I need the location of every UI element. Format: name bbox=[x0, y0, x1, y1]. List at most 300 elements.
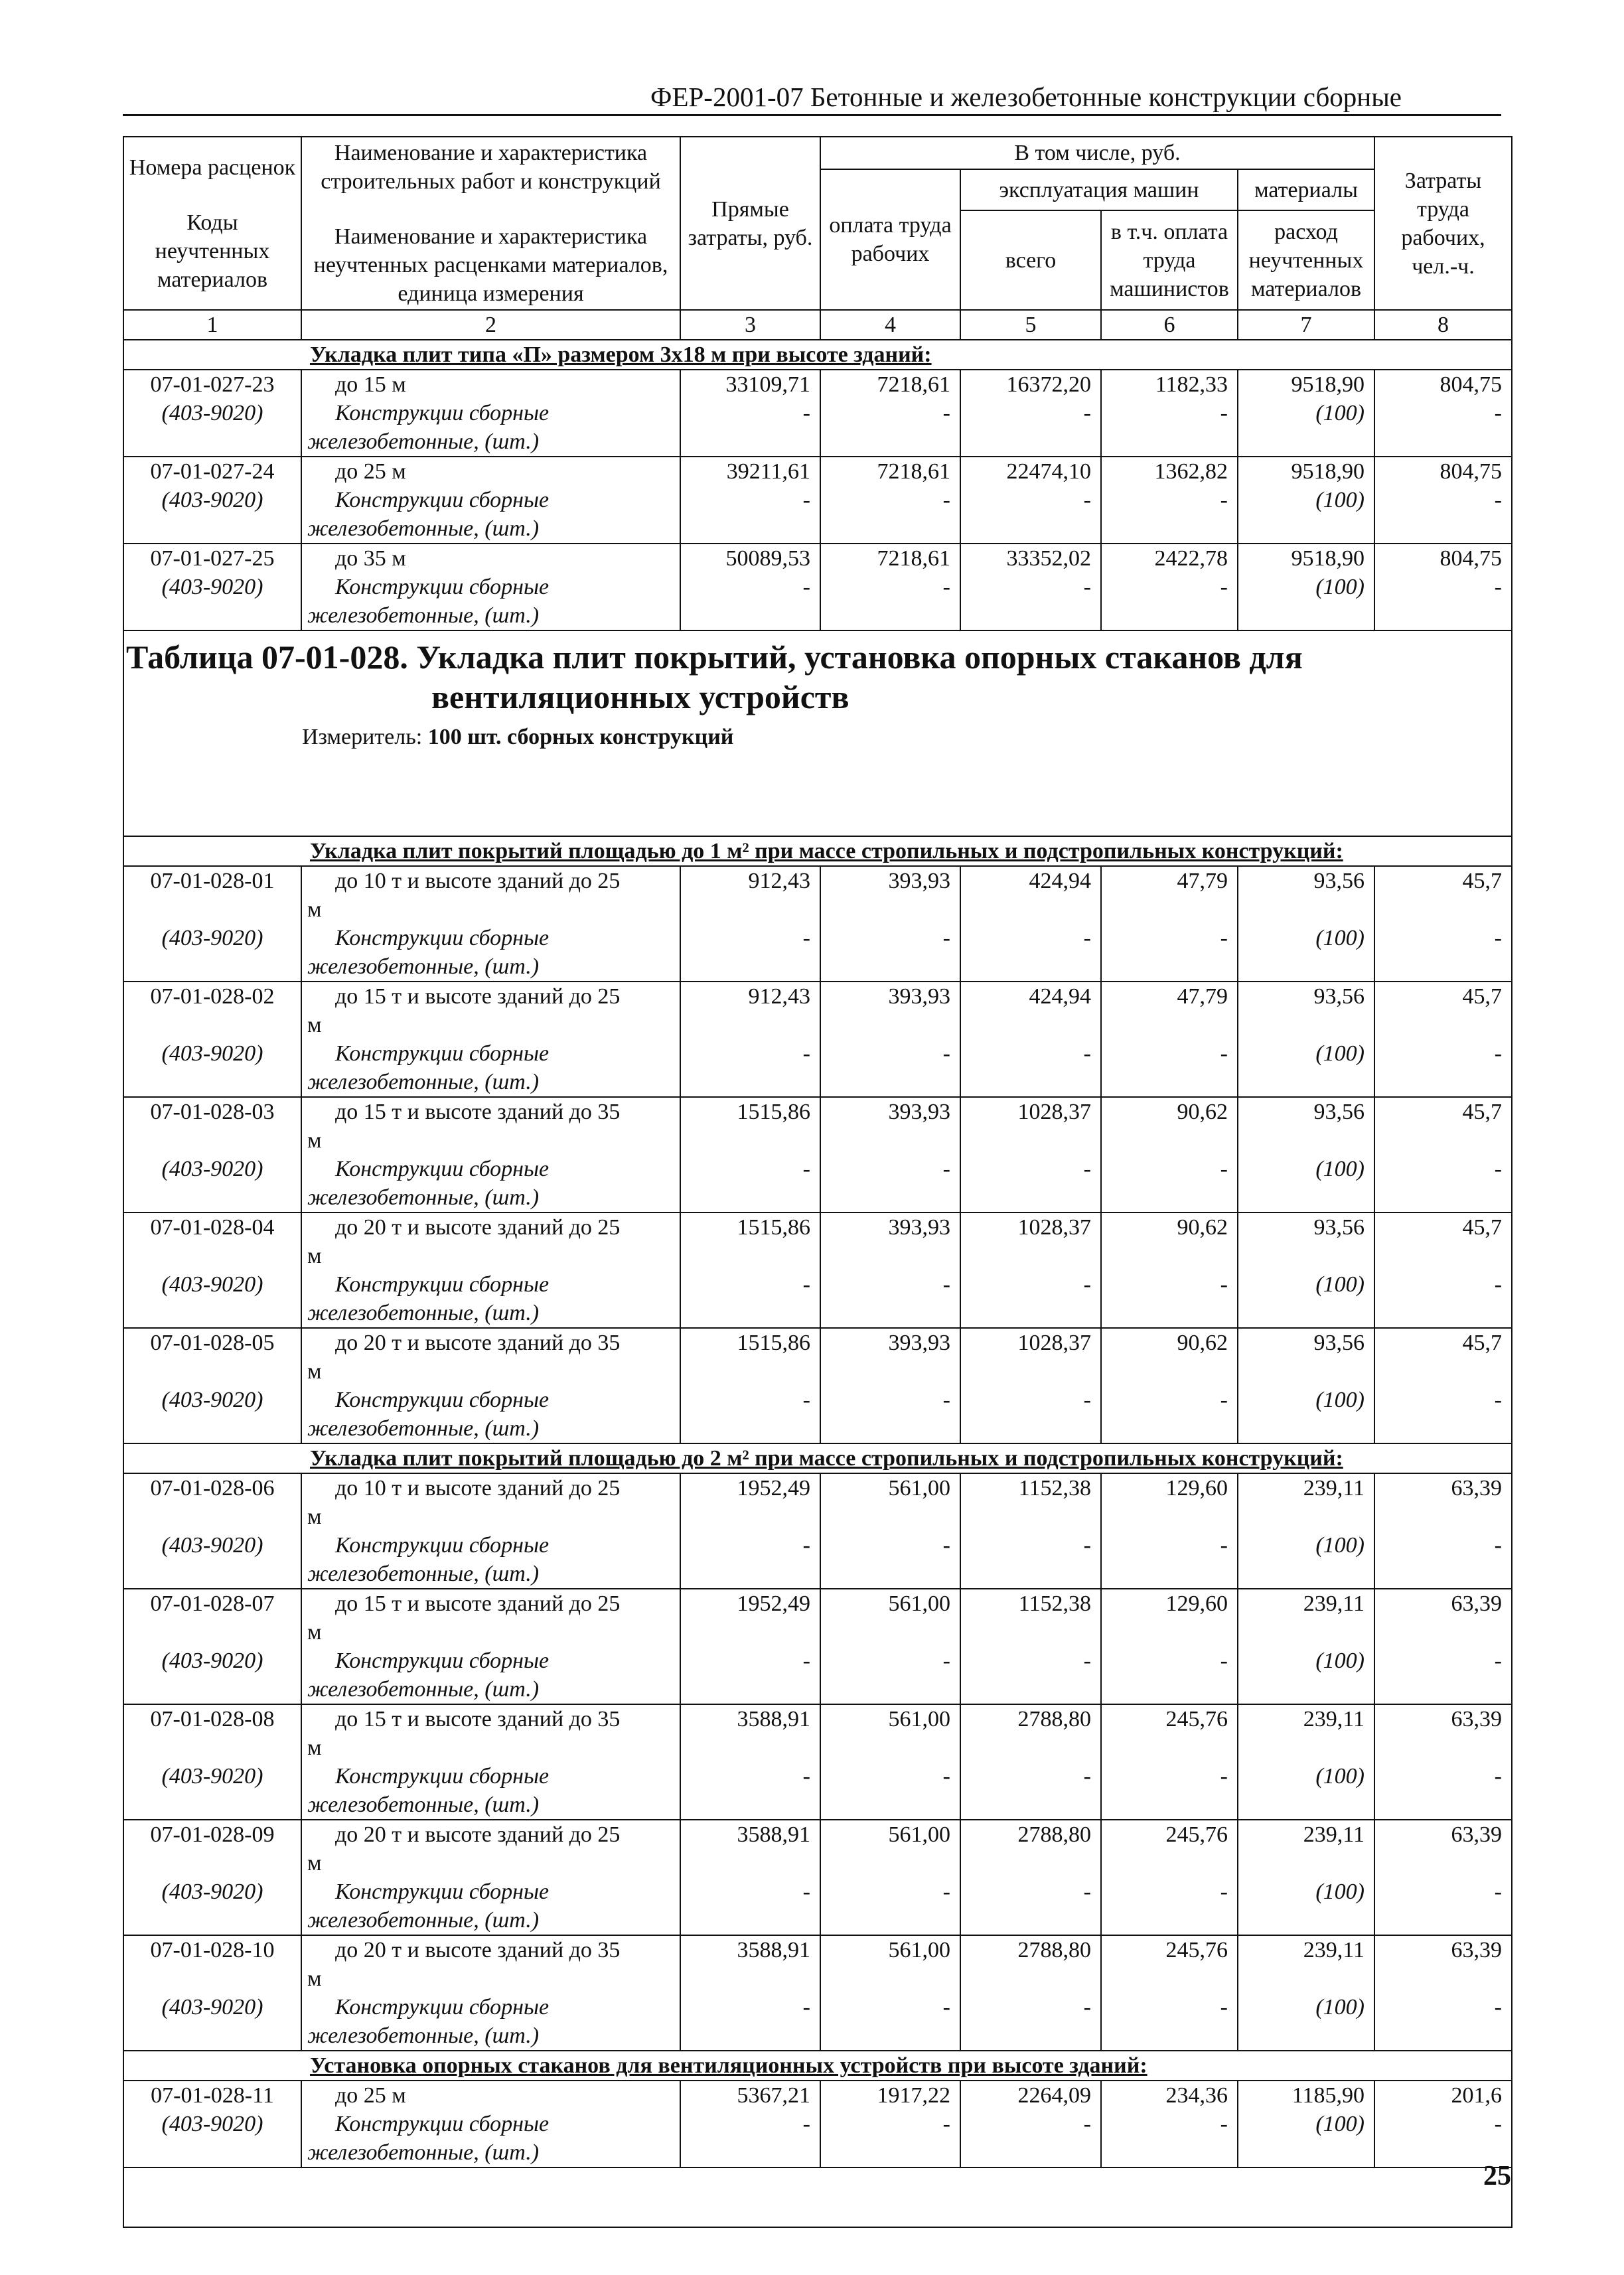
value-pay: 561,00 bbox=[888, 1591, 950, 1616]
dash: - bbox=[1083, 1649, 1091, 1673]
col-including: В том числе, руб. bbox=[820, 137, 1374, 169]
rate-code: 07-01-028-08 bbox=[150, 1707, 275, 1731]
rate-row bbox=[123, 1328, 1512, 1443]
col-labor-pay: оплата труда рабочих bbox=[820, 169, 960, 310]
dash: - bbox=[1494, 1272, 1502, 1297]
col-machines-total: всего bbox=[960, 210, 1101, 310]
value-direct: 1515,86 bbox=[737, 1215, 810, 1240]
name-continuation: м bbox=[307, 1359, 322, 1384]
dash: - bbox=[1220, 1272, 1228, 1297]
dash: - bbox=[1083, 1995, 1091, 2019]
material-quantity: (100) bbox=[1315, 1533, 1365, 1558]
dash: - bbox=[942, 1995, 950, 2019]
work-name: до 20 т и высоте зданий до 35 bbox=[335, 1938, 621, 1962]
value-mach: 16372,20 bbox=[1006, 372, 1091, 397]
value-pay: 393,93 bbox=[888, 1331, 950, 1355]
value-materials: 239,11 bbox=[1303, 1938, 1365, 1962]
dash: - bbox=[942, 1388, 950, 1412]
value-materials: 1185,90 bbox=[1292, 2083, 1365, 2108]
dash: - bbox=[1220, 1157, 1228, 1181]
value-direct: 33109,71 bbox=[725, 372, 810, 397]
work-name: до 20 т и высоте зданий до 35 bbox=[335, 1331, 621, 1355]
dash: - bbox=[1494, 401, 1502, 425]
dash: - bbox=[802, 1388, 810, 1412]
material-name-cont: железобетонные, (шт.) bbox=[307, 2023, 540, 2048]
col-work-name: Наименование и характеристика строительных работ и конструкций bbox=[321, 141, 661, 194]
dash: - bbox=[1083, 488, 1091, 512]
material-code: (403-9020) bbox=[161, 1995, 263, 2019]
dash: - bbox=[942, 1649, 950, 1673]
dash: - bbox=[802, 1041, 810, 1066]
value-labor: 63,39 bbox=[1451, 1822, 1502, 1847]
rate-row bbox=[123, 1820, 1512, 1935]
material-quantity: (100) bbox=[1315, 1157, 1365, 1181]
dash: - bbox=[1494, 1157, 1502, 1181]
material-code: (403-9020) bbox=[161, 401, 263, 425]
rate-code: 07-01-028-03 bbox=[150, 1100, 275, 1124]
dash: - bbox=[1220, 401, 1228, 425]
dash: - bbox=[802, 1157, 810, 1181]
dash: - bbox=[942, 1157, 950, 1181]
dash: - bbox=[802, 1649, 810, 1673]
material-quantity: (100) bbox=[1315, 1272, 1365, 1297]
dash: - bbox=[802, 1272, 810, 1297]
value-machinists: 245,76 bbox=[1165, 1938, 1228, 1962]
material-name-cont: железобетонные, (шт.) bbox=[307, 1416, 540, 1441]
material-code: (403-9020) bbox=[161, 1764, 263, 1789]
section-row bbox=[123, 1443, 1512, 1473]
rates-table bbox=[123, 136, 1513, 2228]
dash: - bbox=[1220, 1649, 1228, 1673]
dash: - bbox=[1220, 1995, 1228, 2019]
material-quantity: (100) bbox=[1315, 1879, 1365, 1904]
name-continuation: м bbox=[307, 1504, 322, 1529]
name-continuation: м bbox=[307, 1851, 322, 1875]
rate-code: 07-01-028-10 bbox=[150, 1938, 275, 1962]
value-materials: 9518,90 bbox=[1291, 546, 1365, 571]
section-row bbox=[123, 340, 1512, 370]
col-labor: Затраты труда рабочих, чел.-ч. bbox=[1374, 137, 1512, 310]
value-machinists: 129,60 bbox=[1165, 1591, 1228, 1616]
rate-code: 07-01-027-25 bbox=[150, 546, 275, 571]
material-quantity: (100) bbox=[1315, 575, 1365, 599]
material-name-cont: железобетонные, (шт.) bbox=[307, 1070, 540, 1094]
value-materials: 93,56 bbox=[1313, 984, 1365, 1009]
rate-code: 07-01-028-04 bbox=[150, 1215, 275, 1240]
value-pay: 561,00 bbox=[888, 1707, 950, 1731]
dash: - bbox=[802, 2112, 810, 2136]
value-labor: 45,7 bbox=[1462, 869, 1502, 893]
value-mach: 1028,37 bbox=[1017, 1215, 1091, 1240]
column-number: 6 bbox=[1101, 310, 1238, 340]
name-continuation: м bbox=[307, 1244, 322, 1268]
value-labor: 63,39 bbox=[1451, 1938, 1502, 1962]
rate-row bbox=[123, 544, 1512, 630]
value-labor: 201,6 bbox=[1451, 2083, 1502, 2108]
material-name: Конструкции сборные bbox=[335, 1041, 550, 1066]
material-code: (403-9020) bbox=[161, 488, 263, 512]
material-quantity: (100) bbox=[1315, 2112, 1365, 2136]
work-name: до 15 т и высоте зданий до 25 bbox=[335, 1591, 621, 1616]
material-quantity: (100) bbox=[1315, 1995, 1365, 2019]
value-direct: 1515,86 bbox=[737, 1331, 810, 1355]
dash: - bbox=[802, 401, 810, 425]
value-direct: 1952,49 bbox=[737, 1476, 810, 1501]
material-name-cont: железобетонные, (шт.) bbox=[307, 1185, 540, 1210]
material-name-cont: железобетонные, (шт.) bbox=[307, 1793, 540, 1817]
value-materials: 93,56 bbox=[1313, 1331, 1365, 1355]
name-continuation: м bbox=[307, 1966, 322, 1991]
rate-row bbox=[123, 866, 1512, 982]
work-name: до 20 т и высоте зданий до 25 bbox=[335, 1215, 621, 1240]
value-machinists: 129,60 bbox=[1165, 1476, 1228, 1501]
value-mach: 424,94 bbox=[1029, 869, 1091, 893]
value-materials: 9518,90 bbox=[1291, 459, 1365, 484]
dash: - bbox=[1083, 575, 1091, 599]
column-number: 1 bbox=[123, 310, 301, 340]
dash: - bbox=[942, 2112, 950, 2136]
material-code: (403-9020) bbox=[161, 2112, 263, 2136]
material-name: Конструкции сборные bbox=[335, 401, 550, 425]
value-direct: 912,43 bbox=[748, 869, 810, 893]
value-direct: 3588,91 bbox=[737, 1707, 810, 1731]
value-machinists: 47,79 bbox=[1177, 869, 1228, 893]
material-quantity: (100) bbox=[1315, 1649, 1365, 1673]
work-name: до 15 м bbox=[335, 372, 406, 397]
value-direct: 3588,91 bbox=[737, 1938, 810, 1962]
rate-code: 07-01-028-11 bbox=[151, 2083, 274, 2108]
value-labor: 804,75 bbox=[1439, 372, 1502, 397]
table-title-line1: Таблица 07-01-028. Укладка плит покрытий, установка опорных стаканов для bbox=[126, 638, 1303, 676]
col-machines: эксплуатация машин bbox=[960, 169, 1238, 210]
material-name-cont: железобетонные, (шт.) bbox=[307, 429, 540, 454]
value-materials: 93,56 bbox=[1313, 869, 1365, 893]
dash: - bbox=[1220, 1764, 1228, 1789]
value-materials: 239,11 bbox=[1303, 1591, 1365, 1616]
table-title-line2: вентиляционных устройств bbox=[431, 678, 849, 715]
value-materials: 9518,90 bbox=[1291, 372, 1365, 397]
page-header bbox=[123, 74, 1501, 116]
dash: - bbox=[1083, 401, 1091, 425]
material-code: (403-9020) bbox=[161, 1388, 263, 1412]
material-name: Конструкции сборные bbox=[335, 1388, 550, 1412]
measure-value: 100 шт. сборных конструкций bbox=[427, 725, 734, 749]
section-heading: Укладка плит покрытий площадью до 1 м² при массе стропильных и подстропильных конструкций: bbox=[310, 839, 1343, 863]
rate-row bbox=[123, 1935, 1512, 2051]
dash: - bbox=[1083, 1388, 1091, 1412]
value-machinists: 234,36 bbox=[1165, 2083, 1228, 2108]
work-name: до 20 т и высоте зданий до 25 bbox=[335, 1822, 621, 1847]
value-labor: 45,7 bbox=[1462, 1215, 1502, 1240]
col-direct: Прямые затраты, руб. bbox=[680, 137, 820, 310]
value-mach: 424,94 bbox=[1029, 984, 1091, 1009]
material-name: Конструкции сборные bbox=[335, 1764, 550, 1789]
column-number: 8 bbox=[1374, 310, 1512, 340]
material-quantity: (100) bbox=[1315, 401, 1365, 425]
dash: - bbox=[1494, 1533, 1502, 1558]
value-labor: 63,39 bbox=[1451, 1476, 1502, 1501]
section-row bbox=[123, 2051, 1512, 2081]
measure-unit bbox=[302, 725, 733, 750]
dash: - bbox=[802, 488, 810, 512]
dash: - bbox=[1494, 926, 1502, 950]
dash: - bbox=[1083, 1157, 1091, 1181]
name-continuation: м bbox=[307, 897, 322, 922]
col-material-name: Наименование и характеристика неучтенных расценками материалов, единица измерения bbox=[313, 224, 668, 306]
value-mach: 1152,38 bbox=[1018, 1591, 1091, 1616]
value-materials: 239,11 bbox=[1303, 1476, 1365, 1501]
dash: - bbox=[1494, 1879, 1502, 1904]
value-pay: 7218,61 bbox=[877, 459, 950, 484]
dash: - bbox=[1494, 1649, 1502, 1673]
work-name: до 15 т и высоте зданий до 25 bbox=[335, 984, 621, 1009]
work-name: до 15 т и высоте зданий до 35 bbox=[335, 1100, 621, 1124]
material-name-cont: железобетонные, (шт.) bbox=[307, 603, 540, 628]
dash: - bbox=[1220, 2112, 1228, 2136]
name-continuation: м bbox=[307, 1013, 322, 1037]
work-name: до 35 м bbox=[335, 546, 406, 571]
table-title bbox=[126, 637, 1507, 717]
rate-code: 07-01-027-24 bbox=[150, 459, 275, 484]
section-heading: Установка опорных стаканов для вентиляционных устройств при высоте зданий: bbox=[310, 2053, 1147, 2078]
dash: - bbox=[802, 1995, 810, 2019]
material-quantity: (100) bbox=[1315, 1041, 1365, 1066]
value-mach: 1028,37 bbox=[1017, 1100, 1091, 1124]
rate-code: 07-01-028-05 bbox=[150, 1331, 275, 1355]
value-mach: 1028,37 bbox=[1017, 1331, 1091, 1355]
value-machinists: 1362,82 bbox=[1154, 459, 1228, 484]
material-name-cont: железобетонные, (шт.) bbox=[307, 516, 540, 541]
document-title: ФЕР-2001-07 Бетонные и железобетонные конструкции сборные bbox=[650, 82, 1402, 112]
material-quantity: (100) bbox=[1315, 1388, 1365, 1412]
value-materials: 239,11 bbox=[1303, 1822, 1365, 1847]
value-direct: 1952,49 bbox=[737, 1591, 810, 1616]
work-name: до 10 т и высоте зданий до 25 bbox=[335, 1476, 621, 1501]
page-number: 25 bbox=[1483, 2161, 1511, 2191]
value-direct: 5367,21 bbox=[737, 2083, 810, 2108]
material-name-cont: железобетонные, (шт.) bbox=[307, 1677, 540, 1702]
value-labor: 804,75 bbox=[1439, 459, 1502, 484]
name-continuation: м bbox=[307, 1128, 322, 1153]
value-pay: 7218,61 bbox=[877, 546, 950, 571]
material-quantity: (100) bbox=[1315, 488, 1365, 512]
material-code: (403-9020) bbox=[161, 575, 263, 599]
dash: - bbox=[1083, 1764, 1091, 1789]
value-labor: 45,7 bbox=[1462, 984, 1502, 1009]
value-machinists: 90,62 bbox=[1177, 1215, 1228, 1240]
dash: - bbox=[1220, 488, 1228, 512]
table-bottom bbox=[123, 2167, 1512, 2227]
dash: - bbox=[1083, 1879, 1091, 1904]
value-mach: 2264,09 bbox=[1017, 2083, 1091, 2108]
rate-code: 07-01-028-06 bbox=[150, 1476, 275, 1501]
value-mach: 2788,80 bbox=[1017, 1938, 1091, 1962]
name-continuation: м bbox=[307, 1620, 322, 1645]
value-machinists: 1182,33 bbox=[1155, 372, 1228, 397]
material-name: Конструкции сборные bbox=[335, 488, 550, 512]
section-heading: Укладка плит типа «П» размером 3х18 м при высоте зданий: bbox=[310, 342, 932, 367]
col-unaccounted: расход неучтенных материалов bbox=[1238, 210, 1374, 310]
value-mach: 22474,10 bbox=[1006, 459, 1091, 484]
dash: - bbox=[942, 1879, 950, 1904]
col-machinists: в т.ч. оплата труда машинистов bbox=[1101, 210, 1238, 310]
value-pay: 393,93 bbox=[888, 1100, 950, 1124]
dash: - bbox=[1220, 1533, 1228, 1558]
column-number: 7 bbox=[1238, 310, 1374, 340]
rate-row bbox=[123, 1473, 1512, 1589]
dash: - bbox=[942, 401, 950, 425]
material-name: Конструкции сборные bbox=[335, 1157, 550, 1181]
dash: - bbox=[942, 1041, 950, 1066]
value-pay: 393,93 bbox=[888, 1215, 950, 1240]
material-code: (403-9020) bbox=[161, 1533, 263, 1558]
column-number: 5 bbox=[960, 310, 1101, 340]
rate-code: 07-01-028-02 bbox=[150, 984, 275, 1009]
dash: - bbox=[942, 1533, 950, 1558]
value-machinists: 245,76 bbox=[1165, 1822, 1228, 1847]
rate-row bbox=[123, 982, 1512, 1097]
dash: - bbox=[1220, 1879, 1228, 1904]
value-materials: 93,56 bbox=[1313, 1215, 1365, 1240]
value-mach: 2788,80 bbox=[1017, 1822, 1091, 1847]
value-mach: 33352,02 bbox=[1006, 546, 1091, 571]
value-pay: 393,93 bbox=[888, 869, 950, 893]
material-code: (403-9020) bbox=[161, 1157, 263, 1181]
material-name: Конструкции сборные bbox=[335, 1272, 550, 1297]
dash: - bbox=[1494, 1995, 1502, 2019]
rate-row bbox=[123, 1589, 1512, 1704]
dash: - bbox=[1220, 1041, 1228, 1066]
value-labor: 804,75 bbox=[1439, 546, 1502, 571]
value-mach: 1152,38 bbox=[1018, 1476, 1091, 1501]
dash: - bbox=[942, 1272, 950, 1297]
dash: - bbox=[1494, 488, 1502, 512]
col-rate-number: Номера расценок bbox=[129, 155, 296, 180]
value-pay: 7218,61 bbox=[877, 372, 950, 397]
value-machinists: 90,62 bbox=[1177, 1331, 1228, 1355]
value-machinists: 245,76 bbox=[1165, 1707, 1228, 1731]
rate-row bbox=[123, 2081, 1512, 2167]
dash: - bbox=[942, 926, 950, 950]
rate-code: 07-01-028-09 bbox=[150, 1822, 275, 1847]
rate-row bbox=[123, 457, 1512, 544]
material-quantity: (100) bbox=[1315, 1764, 1365, 1789]
work-name: до 10 т и высоте зданий до 25 bbox=[335, 869, 621, 893]
value-pay: 561,00 bbox=[888, 1938, 950, 1962]
material-name: Конструкции сборные bbox=[335, 926, 550, 950]
value-machinists: 90,62 bbox=[1177, 1100, 1228, 1124]
material-name: Конструкции сборные bbox=[335, 1995, 550, 2019]
value-machinists: 2422,78 bbox=[1154, 546, 1228, 571]
section-heading: Укладка плит покрытий площадью до 2 м² при массе стропильных и подстропильных конструкций: bbox=[310, 1446, 1343, 1471]
value-labor: 45,7 bbox=[1462, 1100, 1502, 1124]
material-name-cont: железобетонные, (шт.) bbox=[307, 1908, 540, 1933]
material-name: Конструкции сборные bbox=[335, 1879, 550, 1904]
material-code: (403-9020) bbox=[161, 1272, 263, 1297]
value-direct: 3588,91 bbox=[737, 1822, 810, 1847]
dash: - bbox=[1220, 1388, 1228, 1412]
col-materials: материалы bbox=[1238, 169, 1374, 210]
dash: - bbox=[1083, 1041, 1091, 1066]
value-direct: 39211,61 bbox=[726, 459, 810, 484]
material-name-cont: железобетонные, (шт.) bbox=[307, 954, 540, 979]
column-numbers-row bbox=[123, 310, 1512, 340]
value-materials: 239,11 bbox=[1303, 1707, 1365, 1731]
dash: - bbox=[942, 575, 950, 599]
dash: - bbox=[942, 488, 950, 512]
material-code: (403-9020) bbox=[161, 1041, 263, 1066]
material-name: Конструкции сборные bbox=[335, 575, 550, 599]
rate-row bbox=[123, 1212, 1512, 1328]
value-labor: 63,39 bbox=[1451, 1707, 1502, 1731]
dash: - bbox=[1494, 1388, 1502, 1412]
rate-row bbox=[123, 1097, 1512, 1212]
value-materials: 93,56 bbox=[1313, 1100, 1365, 1124]
dash: - bbox=[1494, 2112, 1502, 2136]
material-name: Конструкции сборные bbox=[335, 2112, 550, 2136]
section-row bbox=[123, 836, 1512, 866]
material-name-cont: железобетонные, (шт.) bbox=[307, 2140, 540, 2165]
value-direct: 1515,86 bbox=[737, 1100, 810, 1124]
material-quantity: (100) bbox=[1315, 926, 1365, 950]
rate-code: 07-01-028-01 bbox=[150, 869, 275, 893]
value-direct: 50089,53 bbox=[725, 546, 810, 571]
rate-code: 07-01-027-23 bbox=[150, 372, 275, 397]
work-name: до 25 м bbox=[335, 459, 406, 484]
dash: - bbox=[942, 1764, 950, 1789]
material-name-cont: железобетонные, (шт.) bbox=[307, 1301, 540, 1325]
dash: - bbox=[1494, 1041, 1502, 1066]
dash: - bbox=[802, 1879, 810, 1904]
material-code: (403-9020) bbox=[161, 926, 263, 950]
dash: - bbox=[1494, 1764, 1502, 1789]
dash: - bbox=[802, 1764, 810, 1789]
material-name: Конструкции сборные bbox=[335, 1649, 550, 1673]
value-pay: 561,00 bbox=[888, 1822, 950, 1847]
dash: - bbox=[1220, 926, 1228, 950]
rate-row bbox=[123, 370, 1512, 457]
dash: - bbox=[802, 575, 810, 599]
column-number: 3 bbox=[680, 310, 820, 340]
dash: - bbox=[802, 1533, 810, 1558]
dash: - bbox=[1083, 1533, 1091, 1558]
value-pay: 393,93 bbox=[888, 984, 950, 1009]
material-name-cont: железобетонные, (шт.) bbox=[307, 1562, 540, 1586]
dash: - bbox=[1220, 575, 1228, 599]
value-mach: 2788,80 bbox=[1017, 1707, 1091, 1731]
work-name: до 25 м bbox=[335, 2083, 406, 2108]
column-number: 2 bbox=[301, 310, 680, 340]
value-labor: 45,7 bbox=[1462, 1331, 1502, 1355]
value-labor: 63,39 bbox=[1451, 1591, 1502, 1616]
rate-code: 07-01-028-07 bbox=[150, 1591, 275, 1616]
dash: - bbox=[1494, 575, 1502, 599]
dash: - bbox=[1083, 926, 1091, 950]
name-continuation: м bbox=[307, 1735, 322, 1760]
value-direct: 912,43 bbox=[748, 984, 810, 1009]
dash: - bbox=[802, 926, 810, 950]
dash: - bbox=[1083, 2112, 1091, 2136]
value-pay: 561,00 bbox=[888, 1476, 950, 1501]
rate-row bbox=[123, 1704, 1512, 1820]
dash: - bbox=[1083, 1272, 1091, 1297]
value-pay: 1917,22 bbox=[877, 2083, 950, 2108]
value-machinists: 47,79 bbox=[1177, 984, 1228, 1009]
material-name: Конструкции сборные bbox=[335, 1533, 550, 1558]
header-row-1 bbox=[123, 137, 1512, 169]
material-code: (403-9020) bbox=[161, 1879, 263, 1904]
material-code: (403-9020) bbox=[161, 1649, 263, 1673]
